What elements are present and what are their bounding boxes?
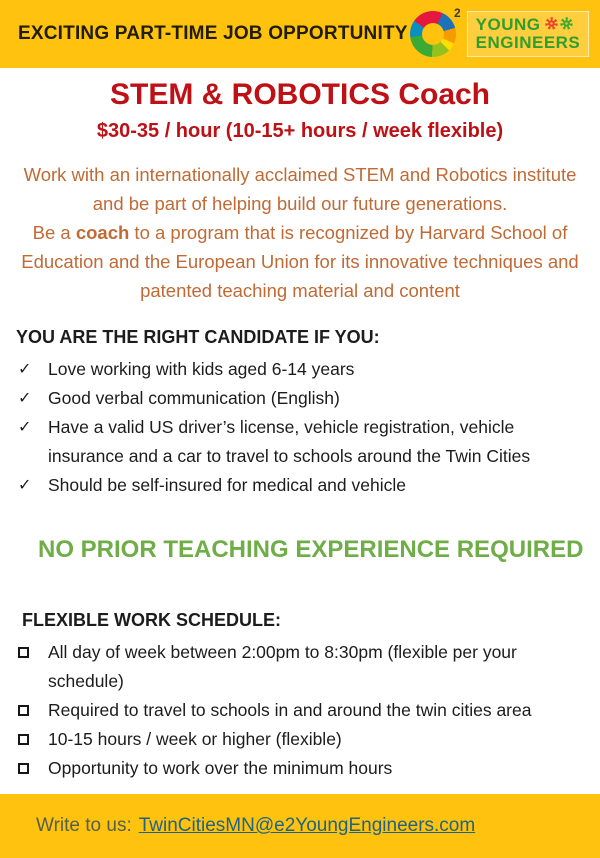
- list-item-text: Opportunity to work over the minimum hours: [48, 758, 393, 778]
- footer-prefix: Write to us:: [36, 815, 132, 836]
- footer-banner: [0, 794, 600, 858]
- checkbox-icon: [18, 696, 48, 725]
- list-item-text: Good verbal communication (English): [48, 388, 340, 408]
- list-item: [0, 355, 600, 384]
- list-item-text: All day of week between 2:00pm to 8:30pm (flexible per your schedule): [48, 642, 517, 691]
- banner-title: EXCITING PART-TIME JOB OPPORTUNITY: [18, 23, 408, 44]
- checkbox-icon: [18, 638, 48, 667]
- contact-email-link[interactable]: TwinCitiesMN@e2YoungEngineers.com: [138, 815, 476, 836]
- intro-line-1: Work with an internationally acclaimed STEM and Robotics institute: [23, 164, 577, 185]
- list-item-text: 10-15 hours / week or higher (flexible): [48, 729, 342, 749]
- checkmark-icon: ✓: [18, 419, 32, 436]
- checkbox-icon: [18, 725, 48, 754]
- checkbox-icon: [18, 754, 48, 783]
- list-item: [0, 754, 600, 783]
- logo-word-engineers: ENGINEERS: [475, 32, 581, 52]
- intro-paragraph: [0, 160, 600, 305]
- list-item-text: Love working with kids aged 6-14 years: [48, 359, 355, 379]
- checkmark-icon: ✓: [18, 390, 32, 407]
- e2-ring-swirl: [410, 11, 456, 57]
- intro-line-3-post: to a program that is recognized by Harvard School of: [129, 222, 568, 243]
- intro-coach-bold: coach: [75, 222, 130, 243]
- list-item: [0, 696, 600, 725]
- gear-green-icon: [560, 17, 573, 30]
- gear-red-icon: [545, 17, 558, 30]
- logo-wordmark: [467, 11, 590, 58]
- schedule-section-heading: FLEXIBLE WORK SCHEDULE:: [22, 610, 281, 630]
- pay-rate: $30-35 / hour (10-15+ hours / week flexible): [96, 120, 504, 142]
- logo-gears: [545, 17, 573, 30]
- young-engineers-logo: [408, 6, 590, 59]
- intro-line-5: patented teaching material and content: [140, 280, 460, 301]
- candidate-checklist: [0, 355, 600, 500]
- list-item-text: Should be self-insured for medical and vehicle: [48, 475, 406, 495]
- checkmark-icon: ✓: [18, 477, 32, 494]
- schedule-checklist: [0, 638, 600, 783]
- list-item-text: Required to travel to schools in and around the twin cities area: [48, 700, 532, 720]
- e2-superscript: 2: [453, 6, 461, 20]
- intro-line-3-pre: Be a: [32, 222, 76, 243]
- list-item: [0, 725, 600, 754]
- logo-word-young: YOUNG: [475, 14, 541, 34]
- list-item: [0, 471, 600, 500]
- intro-line-4: Education and the European Union for its innovative techniques and: [21, 251, 579, 272]
- candidate-section-heading: YOU ARE THE RIGHT CANDIDATE IF YOU:: [16, 327, 380, 347]
- intro-line-2: and be part of helping build our future generations.: [92, 193, 508, 214]
- checkmark-icon: ✓: [18, 361, 32, 378]
- page-title: STEM & ROBOTICS Coach: [109, 78, 491, 111]
- list-item: [0, 413, 600, 471]
- e2-ring-icon: [408, 6, 461, 59]
- top-banner: [0, 0, 600, 68]
- list-item: [0, 638, 600, 696]
- list-item: [0, 384, 600, 413]
- no-experience-highlight: NO PRIOR TEACHING EXPERIENCE REQUIRED: [38, 536, 584, 563]
- list-item-text: Have a valid US driver’s license, vehicle registration, vehicle insurance and a car to travel to schools around the Twin Cities: [48, 417, 531, 466]
